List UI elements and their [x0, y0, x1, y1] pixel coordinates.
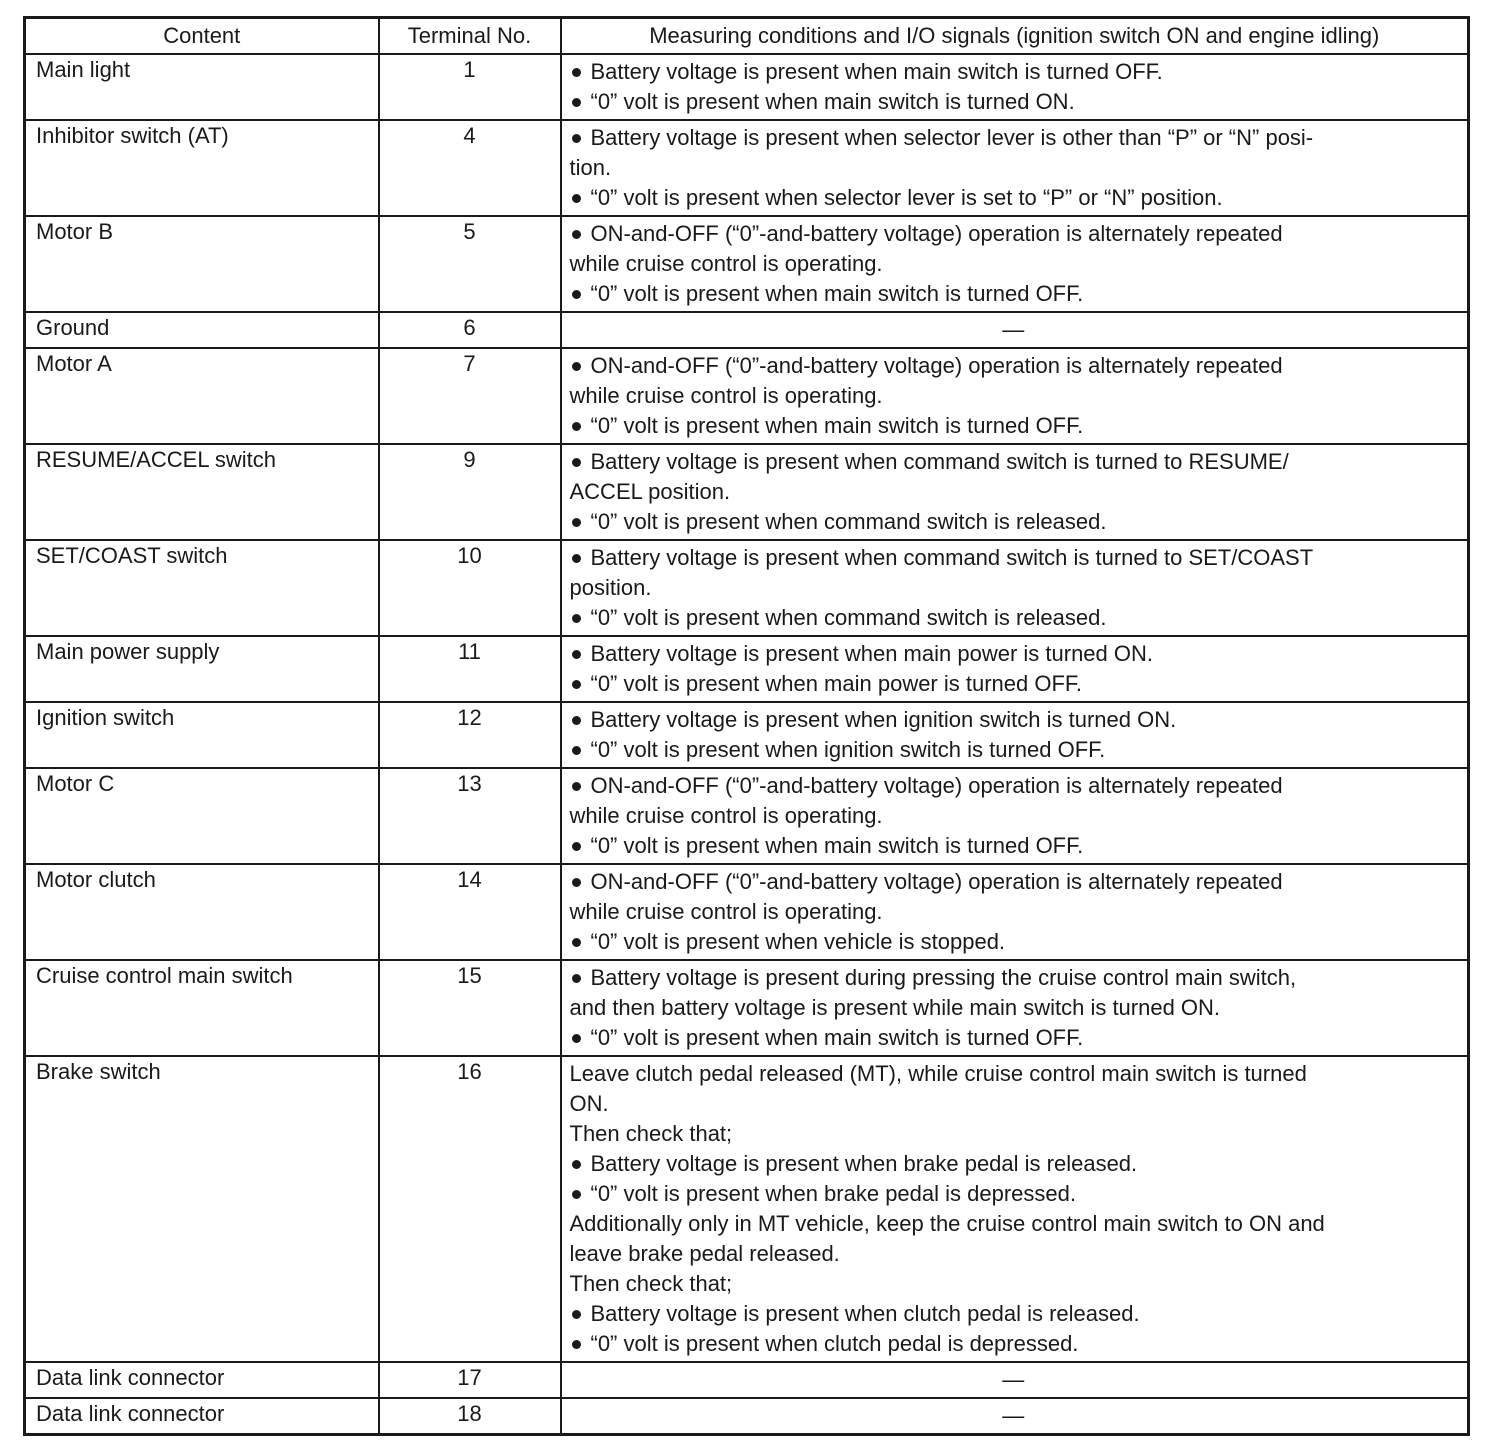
conditions-cell — [561, 54, 1469, 120]
terminal-cell: 12 — [379, 702, 561, 768]
conditions-cell — [561, 1056, 1469, 1362]
table-row — [25, 312, 1469, 348]
terminal-cell: 10 — [379, 540, 561, 636]
bullet-line: Battery voltage is present when main power is turned ON. — [570, 639, 1458, 669]
content-cell: Brake switch — [25, 1056, 379, 1362]
content-cell: Cruise control main switch — [25, 960, 379, 1056]
content-cell: RESUME/ACCEL switch — [25, 444, 379, 540]
text-line: Leave clutch pedal released (MT), while cruise control main switch is turned — [569, 1061, 1307, 1086]
content-cell: Main light — [25, 54, 379, 120]
terminal-cell: 4 — [379, 120, 561, 216]
terminal-cell: 5 — [379, 216, 561, 312]
bullet-line: Battery voltage is present when command switch is turned to SET/COAST — [570, 543, 1458, 573]
conditions-cell — [561, 1362, 1469, 1398]
text-line: ON. — [569, 1091, 609, 1116]
bullet-line: “0” volt is present when command switch is released. — [570, 507, 1458, 537]
bullet-line: ON-and-OFF (“0”-and-battery voltage) operation is alternately repeated — [570, 351, 1458, 381]
bullet-line: Battery voltage is present during pressing the cruise control main switch, — [570, 963, 1458, 993]
conditions-cell — [561, 312, 1469, 348]
terminal-cell: 7 — [379, 348, 561, 444]
text-line: Then check that; — [569, 1121, 733, 1146]
table-row — [25, 768, 1469, 864]
bullet-line: Battery voltage is present when ignition switch is turned ON. — [570, 705, 1458, 735]
content-cell: Inhibitor switch (AT) — [25, 120, 379, 216]
terminal-cell: 18 — [379, 1398, 561, 1435]
bullet-line: “0” volt is present when ignition switch is turned OFF. — [570, 735, 1458, 765]
terminal-cell: 11 — [379, 636, 561, 702]
conditions-cell — [561, 216, 1469, 312]
table-row — [25, 864, 1469, 960]
table-row — [25, 960, 1469, 1056]
terminal-cell: 16 — [379, 1056, 561, 1362]
empty-dash: — — [1002, 317, 1025, 342]
header-content: Content — [25, 18, 379, 55]
bullet-line: Battery voltage is present when clutch pedal is released. — [570, 1299, 1458, 1329]
bullet-line: “0” volt is present when main switch is turned OFF. — [570, 279, 1458, 309]
bullet-line: “0” volt is present when main switch is turned OFF. — [570, 411, 1458, 441]
terminal-table — [23, 16, 1470, 1436]
content-cell: Motor B — [25, 216, 379, 312]
header-row — [25, 18, 1469, 55]
content-cell: SET/COAST switch — [25, 540, 379, 636]
text-line: ACCEL position. — [569, 479, 731, 504]
bullet-line: “0” volt is present when vehicle is stopped. — [570, 927, 1458, 957]
table-row — [25, 54, 1469, 120]
table-row — [25, 636, 1469, 702]
terminal-cell: 9 — [379, 444, 561, 540]
table-row — [25, 702, 1469, 768]
table-row — [25, 444, 1469, 540]
header-terminal: Terminal No. — [379, 18, 561, 55]
bullet-line: ON-and-OFF (“0”-and-battery voltage) operation is alternately repeated — [570, 219, 1458, 249]
text-line: Additionally only in MT vehicle, keep the cruise control main switch to ON and — [569, 1211, 1325, 1236]
conditions-cell — [561, 702, 1469, 768]
text-line: Then check that; — [569, 1271, 733, 1296]
text-line: while cruise control is operating. — [569, 251, 883, 276]
conditions-cell — [561, 768, 1469, 864]
table-row — [25, 1056, 1469, 1362]
bullet-line: Battery voltage is present when brake pedal is released. — [570, 1149, 1458, 1179]
content-cell: Ignition switch — [25, 702, 379, 768]
text-line: tion. — [569, 155, 612, 180]
content-cell: Motor clutch — [25, 864, 379, 960]
table-row — [25, 348, 1469, 444]
text-line: and then battery voltage is present while main switch is turned ON. — [569, 995, 1221, 1020]
terminal-cell: 6 — [379, 312, 561, 348]
bullet-line: “0” volt is present when brake pedal is depressed. — [570, 1179, 1458, 1209]
bullet-line: “0” volt is present when command switch is released. — [570, 603, 1458, 633]
bullet-line: “0” volt is present when main power is turned OFF. — [570, 669, 1458, 699]
content-cell: Main power supply — [25, 636, 379, 702]
terminal-cell: 14 — [379, 864, 561, 960]
bullet-line: “0” volt is present when main switch is turned OFF. — [570, 831, 1458, 861]
table-row — [25, 540, 1469, 636]
conditions-cell — [561, 960, 1469, 1056]
table-body — [25, 54, 1469, 1435]
text-line: while cruise control is operating. — [569, 383, 883, 408]
content-cell: Motor A — [25, 348, 379, 444]
bullet-line: Battery voltage is present when main switch is turned OFF. — [570, 57, 1458, 87]
bullet-line: ON-and-OFF (“0”-and-battery voltage) operation is alternately repeated — [570, 771, 1458, 801]
bullet-line: Battery voltage is present when selector lever is other than “P” or “N” posi- — [570, 123, 1458, 153]
bullet-line: “0” volt is present when clutch pedal is depressed. — [570, 1329, 1458, 1359]
text-line: while cruise control is operating. — [569, 803, 883, 828]
terminal-cell: 15 — [379, 960, 561, 1056]
conditions-cell — [561, 636, 1469, 702]
conditions-cell — [561, 348, 1469, 444]
header-conditions: Measuring conditions and I/O signals (ignition switch ON and engine idling) — [561, 18, 1469, 55]
empty-dash: — — [1002, 1403, 1025, 1428]
text-line: while cruise control is operating. — [569, 899, 883, 924]
conditions-cell — [561, 120, 1469, 216]
terminal-cell: 1 — [379, 54, 561, 120]
bullet-line: “0” volt is present when selector lever is set to “P” or “N” position. — [570, 183, 1458, 213]
conditions-cell — [561, 540, 1469, 636]
content-cell: Ground — [25, 312, 379, 348]
text-line: position. — [569, 575, 652, 600]
table-row — [25, 1398, 1469, 1435]
content-cell: Motor C — [25, 768, 379, 864]
table-row — [25, 120, 1469, 216]
conditions-cell — [561, 444, 1469, 540]
bullet-line: ON-and-OFF (“0”-and-battery voltage) operation is alternately repeated — [570, 867, 1458, 897]
content-cell: Data link connector — [25, 1398, 379, 1435]
table-row — [25, 1362, 1469, 1398]
conditions-cell — [561, 864, 1469, 960]
content-cell: Data link connector — [25, 1362, 379, 1398]
bullet-line: Battery voltage is present when command switch is turned to RESUME/ — [570, 447, 1458, 477]
terminal-cell: 17 — [379, 1362, 561, 1398]
bullet-line: “0” volt is present when main switch is turned OFF. — [570, 1023, 1458, 1053]
text-line: leave brake pedal released. — [569, 1241, 840, 1266]
table-row — [25, 216, 1469, 312]
conditions-cell — [561, 1398, 1469, 1435]
empty-dash: — — [1002, 1367, 1025, 1392]
terminal-cell: 13 — [379, 768, 561, 864]
bullet-line: “0” volt is present when main switch is turned ON. — [570, 87, 1458, 117]
